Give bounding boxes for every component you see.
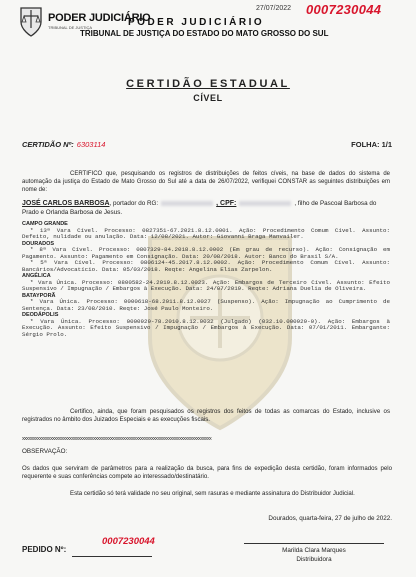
comarca-block: [22, 221, 390, 241]
cpf-label: , CPF:: [216, 200, 237, 207]
order-underline: [72, 556, 152, 557]
comarca-name: DEODÁPOLIS: [22, 312, 59, 318]
order-number: 0007230044: [102, 536, 155, 547]
signatory-role: Distribuidora: [296, 556, 332, 563]
case-entry: * 8ª Vara Cível. Processo: 0807329-84.2018.8.12.0002 (Em grau de recurso). Ação: Consignação em Pagamento. Assunto: Pagamento em Consignação. Data: 20/08/2018. Autor: Banco do Brasil S/A.: [22, 246, 390, 260]
closing-statement: Certifico, ainda, que foram pesquisados os registros dos feitos de todas as comarcas do Estado, inclusive os registrados no âmbito dos Juizados Especiais e as execuções fiscais.: [22, 408, 390, 423]
certificate-type: CÍVEL: [193, 93, 223, 103]
comarca-name: CAMPO GRANDE: [22, 221, 68, 227]
rg-label: , portador do RG:: [109, 200, 159, 207]
person-name: JOSÉ CARLOS BARBOSA: [22, 200, 110, 207]
comarca-block: [22, 312, 390, 338]
document-number: 0007230044: [306, 2, 382, 17]
comarca-name: ANGÉLICA: [22, 273, 51, 279]
certificate-title: CERTIDÃO ESTADUAL: [126, 78, 290, 90]
signature-line: [244, 543, 384, 544]
comarca-block: [22, 273, 390, 293]
comarca-name: DOURADOS: [22, 240, 55, 247]
case-entry: * Vara Única. Processo: 0000929-78.2010.8.12.0032 (Julgado) (032.10.000929-0). Ação: Embargos à Execução. Assunto: Efeito Suspensivo / Impugnação / Embargos à Execução. Data: 07/01/2011. Embargante: Sérgio Prolo.: [22, 317, 390, 338]
redacted-cpf: [239, 201, 291, 206]
place-and-date: Dourados, quarta-feira, 27 de julho de 2022.: [268, 515, 392, 522]
person-identification: [22, 199, 392, 217]
comarca-name: BATAYPORÃ: [22, 292, 56, 299]
comarca-block: [22, 241, 390, 274]
order-label: PEDIDO Nº:: [22, 545, 67, 554]
case-entry: * 5ª Vara Cível. Processo: 0806124-45.2017.8.12.0002. Ação: Procedimento Comum Cível. Assunto: Bancários/Advocatício. Data: 05/03/2018. Reqte: Angelina Elias Zarpelon.: [22, 259, 390, 273]
coat-of-arms-icon: [18, 4, 44, 38]
certificate-number-value: 6303114: [76, 140, 106, 149]
court-subtitle: TRIBUNAL DE JUSTIÇA DO ESTADO DO MATO GROSSO DO SUL: [80, 29, 329, 38]
signatory-name: Marilda Clara Marques: [282, 547, 346, 554]
page-indicator: FOLHA: 1/1: [351, 140, 392, 149]
case-entry: * Vara Única. Processo: 0800582-24.2019.8.12.0023. Ação: Embargos de Terceiro Cível. Assunto: Efeito Suspensivo / Impugnação / Embargos à Execução. Data: 24/07/2019. Reqte: Adriana Duelia de Oliveira.: [22, 278, 390, 292]
observation-text: Os dados que serviram de parâmetros para a realização da busca, para fins de expedição desta certidão, foram informados pelo requerente e suas conferências compete ao interessado/destinatário.: [22, 465, 392, 480]
certificate-number-label: CERTIDÃO Nº:: [22, 140, 74, 149]
court-title: PODER JUDICIÁRIO: [128, 17, 265, 28]
person-filiation: , filho de Pascoal Barbosa do Prado e Orlanda Barbosa de Jesus.: [22, 200, 377, 216]
logo-title: PODER JUDICIÁRIO: [48, 12, 151, 24]
certificate-intro: CERTIFICO que, pesquisando os registros de distribuições de feitos cíveis, na base de dados do sistema de automação da justiça do Estado de Mato Grosso do Sul até a data de 26/07/2022, verifiquei CONSTAR as seguintes distribuições em nome de:: [22, 171, 390, 194]
case-entry: * Vara Única. Processo: 0000618-68.2011.8.12.0027 (Suspenso). Ação: Impugnação ao Cumprimento de Sentença. Data: 23/08/2010. Reqte: José Paulo Monteiro.: [22, 298, 390, 312]
observation-label: OBSERVAÇÃO:: [22, 448, 68, 455]
validity-notice: Esta certidão só terá validade no seu original, sem rasuras e mediante assinatura do Distribuidor Judicial.: [70, 490, 355, 497]
logo-subtitle: TRIBUNAL DE JUSTIÇA: [48, 25, 93, 30]
print-date: 27/07/2022: [256, 5, 292, 12]
redacted-rg: [161, 201, 213, 206]
comarca-block: [22, 293, 390, 313]
certificate-number: [22, 140, 105, 149]
distribution-results: [22, 221, 390, 338]
separator-line: xxxxxxxxxxxxxxxxxxxxxxxxxxxxxxxxxxxxxxxxxxxxxxxxxxxxxxxxxxxxxxxxxxxxxxxxxxxxxxxxxxxxxxxx: [22, 436, 212, 442]
case-entry: * 13ª Vara Cível. Processo: 0827351-67.2021.8.12.0001. Ação: Procedimento Comum Cível. Assunto: Defeito, nulidade ou anulação. Data: 12/08/2021. Autor: Giovanni Braga Manvailer.: [22, 226, 390, 240]
